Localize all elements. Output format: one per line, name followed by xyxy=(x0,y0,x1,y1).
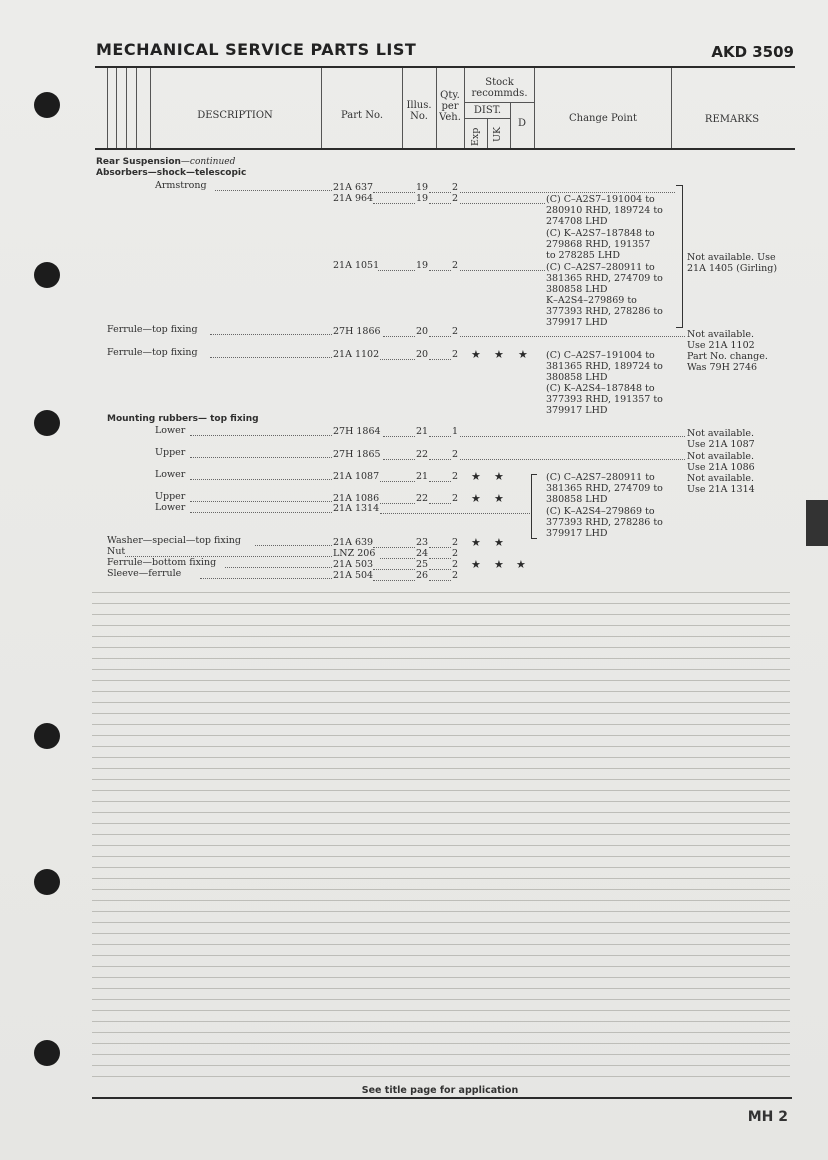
leader-dots xyxy=(429,459,451,460)
leader-dots xyxy=(460,203,545,204)
leader-dots xyxy=(429,192,451,193)
ruled-line xyxy=(92,867,790,868)
row-illus-no: 22 xyxy=(416,449,429,460)
ruled-line xyxy=(92,636,790,637)
leader-dots xyxy=(215,190,332,191)
col-remarks: REMARKS xyxy=(704,114,760,125)
binder-hole xyxy=(34,92,60,118)
binder-hole xyxy=(34,1040,60,1066)
remark: Use 21A 1087 xyxy=(687,439,755,450)
binder-hole xyxy=(34,723,60,749)
col-uk: UK xyxy=(492,126,503,142)
ruled-line xyxy=(92,647,790,648)
row-part-no: 21A 1051 xyxy=(333,260,380,271)
remark: Not available. xyxy=(687,473,755,484)
leader-dots xyxy=(429,503,451,504)
col-part-no: Part No. xyxy=(341,110,383,121)
leader-dots xyxy=(190,501,332,502)
leader-dots xyxy=(200,578,332,579)
change-point: (C) C–A2S7–280911 to xyxy=(546,262,655,273)
row-qty: 2 xyxy=(452,260,459,271)
remark: Not available. xyxy=(687,451,755,462)
change-point: (C) C–A2S7–191004 to xyxy=(546,194,655,205)
change-point: 381365 RHD, 274709 to xyxy=(546,483,663,494)
change-point: (C) C–A2S7–280911 to xyxy=(546,472,655,483)
row-part-no: LNZ 206 xyxy=(333,548,376,559)
ruled-line xyxy=(92,911,790,912)
change-point: 377393 RHD, 278286 to xyxy=(546,517,663,528)
column-divider xyxy=(107,68,108,148)
leader-dots xyxy=(380,503,415,504)
ruled-line xyxy=(92,1054,790,1055)
leader-dots xyxy=(190,435,332,436)
ruled-line xyxy=(92,1076,790,1077)
row-illus-no: 19 xyxy=(416,260,429,271)
leader-dots xyxy=(255,545,332,546)
ruled-line xyxy=(92,977,790,978)
page-title: MECHANICAL SERVICE PARTS LIST xyxy=(96,40,417,59)
leader-dots xyxy=(460,459,685,460)
star-icon: ★ xyxy=(494,492,504,505)
change-point: 381365 RHD, 274709 to xyxy=(546,273,663,284)
remark: Use 21A 1102 xyxy=(687,340,755,351)
change-point: to 278285 LHD xyxy=(546,250,621,261)
row-qty: 2 xyxy=(452,493,459,504)
leader-dots xyxy=(210,334,332,335)
row-part-no: 21A 504 xyxy=(333,570,374,581)
star-icon: ★ xyxy=(494,470,504,483)
column-divider xyxy=(671,68,672,148)
ruled-line xyxy=(92,966,790,967)
ruled-line xyxy=(92,1010,790,1011)
ruled-line xyxy=(92,757,790,758)
dist-divider xyxy=(465,118,510,119)
ruled-line xyxy=(92,691,790,692)
change-point: (C) K–A2S4–187848 to xyxy=(546,383,655,394)
ruled-line xyxy=(92,999,790,1000)
row-description: Ferrule—bottom fixing xyxy=(107,557,217,568)
ruled-line xyxy=(92,735,790,736)
col-qty-2: per xyxy=(441,101,459,112)
star-icon: ★ xyxy=(471,492,481,505)
col-d: D xyxy=(517,118,527,129)
row-illus-no: 25 xyxy=(416,559,429,570)
remark: Use 21A 1314 xyxy=(687,484,755,495)
change-point: 377393 RHD, 191357 to xyxy=(546,394,663,405)
row-part-no: 27H 1866 xyxy=(333,326,381,337)
leader-dots xyxy=(373,547,415,548)
star-icon: ★ xyxy=(518,348,528,361)
leader-dots xyxy=(429,569,451,570)
ruled-line xyxy=(92,713,790,714)
change-point: 280910 RHD, 189724 to xyxy=(546,205,663,216)
star-icon: ★ xyxy=(494,536,504,549)
row-illus-no: 23 xyxy=(416,537,429,548)
ruled-line xyxy=(92,603,790,604)
leader-dots xyxy=(429,558,451,559)
row-qty: 2 xyxy=(452,182,459,193)
change-point: 379917 LHD xyxy=(546,405,608,416)
ruled-line xyxy=(92,834,790,835)
row-part-no: 21A 1314 xyxy=(333,503,380,514)
remark: Was 79H 2746 xyxy=(687,362,758,373)
leader-dots xyxy=(373,580,415,581)
row-description: Lower xyxy=(155,502,186,513)
leader-dots xyxy=(429,547,451,548)
remark: Use 21A 1086 xyxy=(687,462,755,473)
row-description: Armstrong xyxy=(155,180,207,191)
row-qty: 2 xyxy=(452,548,459,559)
col-illus-2: No. xyxy=(410,111,428,122)
leader-dots xyxy=(460,270,545,271)
row-illus-no: 24 xyxy=(416,548,429,559)
ruled-line xyxy=(92,702,790,703)
leader-dots xyxy=(429,270,451,271)
ruled-line xyxy=(92,988,790,989)
leader-dots xyxy=(460,192,675,193)
row-illus-no: 21 xyxy=(416,471,429,482)
col-change-point: Change Point xyxy=(569,113,637,124)
col-qty-1: Qty. xyxy=(440,90,460,101)
ruled-line xyxy=(92,944,790,945)
row-qty: 2 xyxy=(452,570,459,581)
change-point: 379917 LHD xyxy=(546,528,608,539)
row-part-no: 21A 1102 xyxy=(333,349,380,360)
row-part-no: 21A 503 xyxy=(333,559,374,570)
change-point: 380858 LHD xyxy=(546,284,608,295)
row-description: Upper xyxy=(155,491,186,502)
row-part-no: 21A 639 xyxy=(333,537,374,548)
row-part-no: 27H 1864 xyxy=(333,426,381,437)
row-part-no: 21A 964 xyxy=(333,193,374,204)
column-divider xyxy=(126,68,127,148)
ruled-line xyxy=(92,889,790,890)
leader-dots xyxy=(429,336,451,337)
header-top-rule xyxy=(95,66,795,68)
change-point: 279868 RHD, 191357 xyxy=(546,239,651,250)
row-qty: 2 xyxy=(452,449,459,460)
column-divider xyxy=(116,68,117,148)
binder-hole xyxy=(34,869,60,895)
col-stock-1: Stock xyxy=(485,77,514,88)
remark: Not available. xyxy=(687,329,755,340)
ruled-line xyxy=(92,592,790,593)
col-dist: DIST. xyxy=(473,105,502,116)
leader-dots xyxy=(190,512,332,513)
row-description: Upper xyxy=(155,447,186,458)
ruled-line xyxy=(92,790,790,791)
row-description: Ferrule—top fixing xyxy=(107,347,198,358)
leader-dots xyxy=(429,203,451,204)
row-part-no: 21A 1087 xyxy=(333,471,380,482)
ruled-line xyxy=(92,955,790,956)
ruled-line xyxy=(92,812,790,813)
change-point: (C) C–A2S7–191004 to xyxy=(546,350,655,361)
leader-dots xyxy=(378,270,415,271)
column-divider xyxy=(321,68,322,148)
leader-dots xyxy=(429,481,451,482)
ruled-line xyxy=(92,1043,790,1044)
row-part-no: 21A 637 xyxy=(333,182,374,193)
ruled-line xyxy=(92,625,790,626)
bracket xyxy=(531,474,537,539)
star-icon: ★ xyxy=(494,558,504,571)
row-description: Nut xyxy=(107,546,126,557)
star-icon: ★ xyxy=(471,348,481,361)
ruled-line xyxy=(92,878,790,879)
star-icon: ★ xyxy=(471,536,481,549)
ruled-line xyxy=(92,801,790,802)
stock-divider xyxy=(465,102,534,103)
ruled-line xyxy=(92,680,790,681)
remark: 21A 1405 (Girling) xyxy=(687,263,778,274)
column-divider xyxy=(534,68,535,148)
leader-dots xyxy=(380,359,415,360)
sub-heading: Absorbers—shock—telescopic xyxy=(96,168,247,178)
leader-dots xyxy=(190,479,332,480)
leader-dots xyxy=(429,359,451,360)
remark: Not available. xyxy=(687,428,755,439)
row-illus-no: 20 xyxy=(416,349,429,360)
change-point: 379917 LHD xyxy=(546,317,608,328)
row-illus-no: 20 xyxy=(416,326,429,337)
section-heading: Rear Suspension—continued xyxy=(96,157,236,167)
ruled-line xyxy=(92,658,790,659)
row-qty: 2 xyxy=(452,326,459,337)
leader-dots xyxy=(225,567,332,568)
ruled-line xyxy=(92,779,790,780)
leader-dots xyxy=(383,459,415,460)
column-divider xyxy=(150,68,151,148)
row-description: Washer—special—top fixing xyxy=(107,535,241,546)
leader-dots xyxy=(380,481,415,482)
star-icon: ★ xyxy=(494,348,504,361)
row-illus-no: 19 xyxy=(416,182,429,193)
leader-dots xyxy=(429,436,451,437)
leader-dots xyxy=(190,457,332,458)
column-divider xyxy=(487,118,488,148)
change-point: 377393 RHD, 278286 to xyxy=(546,306,663,317)
row-illus-no: 22 xyxy=(416,493,429,504)
leader-dots xyxy=(460,336,685,337)
change-point: (C) K–A2S7–187848 to xyxy=(546,228,655,239)
ruled-line xyxy=(92,1032,790,1033)
col-illus-1: Illus. xyxy=(406,100,432,111)
ruled-line xyxy=(92,1065,790,1066)
row-qty: 2 xyxy=(452,537,459,548)
column-divider xyxy=(136,68,137,148)
change-point: 380858 LHD xyxy=(546,372,608,383)
ruled-line xyxy=(92,1021,790,1022)
row-part-no: 27H 1865 xyxy=(333,449,381,460)
ruled-line xyxy=(92,922,790,923)
row-illus-no: 19 xyxy=(416,193,429,204)
leader-dots xyxy=(383,436,415,437)
document-reference: AKD 3509 xyxy=(711,43,794,61)
col-description: DESCRIPTION xyxy=(197,110,273,121)
leader-dots xyxy=(383,336,415,337)
row-description: Lower xyxy=(155,469,186,480)
row-description: Lower xyxy=(155,425,186,436)
page-number: MH 2 xyxy=(747,1109,788,1125)
row-qty: 2 xyxy=(452,193,459,204)
change-point: 381365 RHD, 189724 to xyxy=(546,361,663,372)
row-qty: 1 xyxy=(452,426,459,437)
change-point: 380858 LHD xyxy=(546,494,608,505)
leader-dots xyxy=(373,569,415,570)
col-qty-3: Veh. xyxy=(439,112,461,123)
row-qty: 2 xyxy=(452,559,459,570)
leader-dots xyxy=(460,436,685,437)
binder-hole xyxy=(34,262,60,288)
ruled-line xyxy=(92,669,790,670)
ruled-line xyxy=(92,823,790,824)
binder-hole xyxy=(34,410,60,436)
row-part-no: 21A 1086 xyxy=(333,493,380,504)
row-qty: 2 xyxy=(452,349,459,360)
leader-dots xyxy=(373,203,415,204)
section-index-tab xyxy=(806,500,828,546)
ruled-line xyxy=(92,900,790,901)
remark: Part No. change. xyxy=(687,351,768,362)
leader-dots xyxy=(380,513,530,514)
leader-dots xyxy=(210,357,332,358)
ruled-line xyxy=(92,614,790,615)
col-stock-2: recommds. xyxy=(471,88,528,99)
row-illus-no: 21 xyxy=(416,426,429,437)
change-point: K–A2S4–279869 to xyxy=(546,295,637,306)
ruled-line xyxy=(92,768,790,769)
row-illus-no: 26 xyxy=(416,570,429,581)
ruled-line xyxy=(92,746,790,747)
star-icon: ★ xyxy=(516,558,526,571)
ruled-line xyxy=(92,845,790,846)
row-qty: 2 xyxy=(452,471,459,482)
change-point: 274708 LHD xyxy=(546,216,608,227)
bracket xyxy=(676,185,683,328)
row-description: Sleeve—ferrule xyxy=(107,568,182,579)
sub-heading: Mounting rubbers— top fixing xyxy=(107,414,259,424)
leader-dots xyxy=(373,192,415,193)
remark: Not available. Use xyxy=(687,252,776,263)
row-description: Ferrule—top fixing xyxy=(107,324,198,335)
leader-dots xyxy=(429,580,451,581)
star-icon: ★ xyxy=(471,470,481,483)
ruled-line xyxy=(92,933,790,934)
footer-rule xyxy=(92,1097,792,1099)
ruled-line xyxy=(92,856,790,857)
col-exp: Exp xyxy=(470,127,481,146)
change-point: (C) K–A2S4–279869 to xyxy=(546,506,655,517)
leader-dots xyxy=(380,558,415,559)
star-icon: ★ xyxy=(471,558,481,571)
ruled-line xyxy=(92,724,790,725)
footer-note: See title page for application xyxy=(361,1085,519,1096)
header-bottom-rule xyxy=(95,148,795,150)
